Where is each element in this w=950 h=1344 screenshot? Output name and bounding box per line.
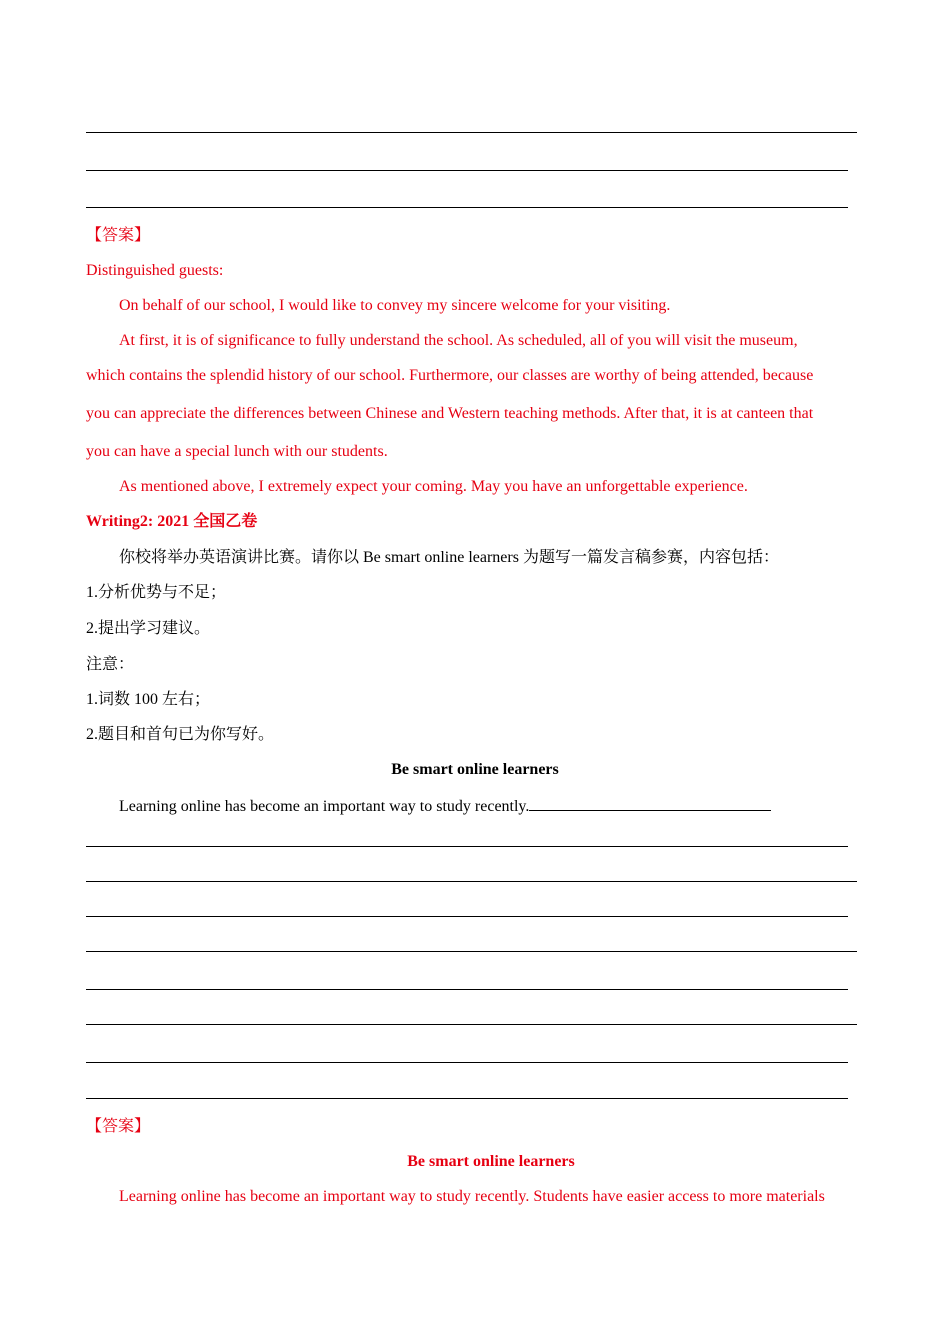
blank-line — [86, 170, 848, 171]
blank-line — [86, 1062, 848, 1063]
essay-title: Be smart online learners — [391, 761, 559, 778]
note-item: 1.词数 100 左右； — [86, 691, 211, 708]
task-prompt: 你校将举办英语演讲比赛。请你以 Be smart online learners 为题写一篇发言稿参赛，内容包括： — [119, 549, 779, 566]
blank-line — [86, 1098, 848, 1099]
answer-paragraph: On behalf of our school, I would like to convey my sincere welcome for your visiting. — [119, 297, 671, 314]
fill-blank[interactable] — [529, 795, 771, 811]
note-item: 2.题目和首句已为你写好。 — [86, 726, 275, 743]
answer-paragraph-line: Learning online has become an important way to study recently. Students have easier access to more materials — [119, 1188, 825, 1205]
first-sentence-text: Learning online has become an important way to study recently. — [119, 798, 530, 815]
answer-label: 【答案】 — [86, 1118, 151, 1135]
answer-paragraph-line: which contains the splendid history of our school. Furthermore, our classes are worthy of being attended, because — [86, 367, 814, 384]
blank-line — [86, 207, 848, 208]
task-item: 2.提出学习建议。 — [86, 620, 211, 637]
blank-line — [86, 951, 857, 952]
blank-line — [86, 846, 848, 847]
essay-first-sentence — [119, 795, 771, 817]
answer-paragraph-line: At first, it is of significance to fully understand the school. As scheduled, all of you will visit the museum, — [119, 332, 798, 349]
blank-line — [86, 881, 857, 882]
blank-line — [86, 916, 848, 917]
blank-line — [86, 132, 857, 133]
answer-essay-title: Be smart online learners — [407, 1153, 575, 1170]
task-item: 1.分析优势与不足； — [86, 584, 227, 601]
answer-greeting: Distinguished guests: — [86, 262, 224, 279]
blank-line — [86, 989, 848, 990]
note-label: 注意： — [86, 656, 135, 673]
blank-line — [86, 1024, 857, 1025]
answer-paragraph-line: you can appreciate the differences between Chinese and Western teaching methods. After that, it is at canteen that — [86, 405, 814, 422]
answer-label: 【答案】 — [86, 227, 151, 244]
section-heading: Writing2: 2021 全国乙卷 — [86, 513, 258, 530]
answer-paragraph: As mentioned above, I extremely expect your coming. May you have an unforgettable experience. — [119, 478, 748, 495]
answer-paragraph-line: you can have a special lunch with our students. — [86, 443, 388, 460]
